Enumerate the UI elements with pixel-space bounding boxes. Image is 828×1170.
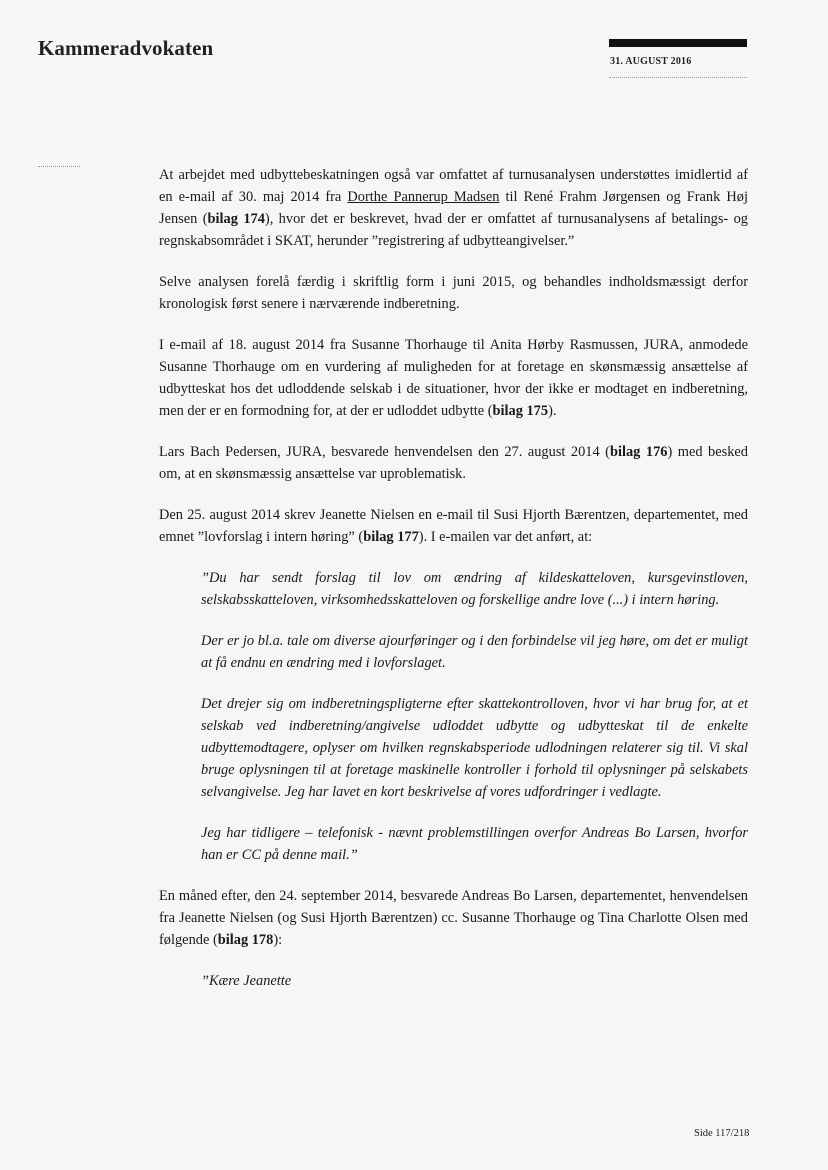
text-run: ).: [548, 403, 557, 419]
header-bar: [609, 39, 747, 47]
text-run: Den 25. august 2014 skrev Jeanette Nielsen en e-mail til Susi Hjorth Bærentzen, departementet, med emnet ”lovforslag i intern høring” (: [159, 507, 748, 545]
text-run: ), hvor det er beskrevet, hvad der er omfattet af turnusanalysens af betalings- og regnskabsområdet i SKAT, herunder ”registrering af udbytteangivelser.”: [159, 211, 748, 249]
document-date: 31. AUGUST 2016: [610, 56, 692, 67]
bilag-reference: bilag 174: [207, 211, 265, 227]
logo: Kammeradvokaten: [38, 36, 214, 60]
bilag-reference: bilag 176: [609, 444, 668, 460]
body-paragraph: [159, 334, 748, 422]
bilag-reference: bilag 178: [217, 932, 274, 948]
text-run: ). I e-mailen var det anført, at:: [418, 529, 593, 545]
body-paragraph: [159, 441, 748, 485]
body-paragraph: [159, 504, 748, 548]
text-run: At arbejdet med udbyttebeskatningen også var omfattet af turnusanalysen understøttes imidlertid af en e-mail af 30. maj 2014 fra: [159, 167, 748, 205]
text-run: I e-mail af 18. august 2014 fra Susanne Thorhauge til Anita Hørby Rasmussen, JURA, anmodede Susanne Thorhauge om en vurdering af muligheden for at foretage en skønsmæssig ansættelse af udbytteskat hos det udloddende selskab i de situationer, hvor der ikke er modtaget en indberetning, men der er en formodning for, at der er udloddet udbytte (: [159, 337, 748, 419]
margin-divider: [38, 166, 80, 167]
text-run: til René Frahm Jørgensen og Frank Høj Jensen (: [159, 189, 748, 227]
document-body: [159, 164, 748, 1011]
text-run: ) med besked om, at en skønsmæssig ansættelse var uproblematisk.: [159, 444, 748, 482]
page-number: Side 117/218: [694, 1128, 750, 1139]
underlined-name: Dorthe Pannerup Madsen: [347, 189, 500, 205]
text-run: Lars Bach Pedersen, JURA, besvarede henvendelsen den 27. august 2014 (: [159, 444, 610, 460]
body-paragraph: [159, 271, 748, 315]
text-run: Der er jo bl.a. tale om diverse ajourføringer og i den forbindelse vil jeg høre, om det er muligt at få endnu en ændring med i lovforslaget.: [201, 633, 748, 671]
header-divider: [609, 77, 747, 78]
text-run: ”Du har sendt forslag til lov om ændring af kildeskatteloven, kursgevinstloven, selskabsskatteloven, virksomhedsskatteloven og forskellige andre love (...) i intern høring.: [201, 570, 748, 608]
text-run: Selve analysen forelå færdig i skriftlig form i juni 2015, og behandles indholdsmæssigt derfor kronologisk først senere i nærværende indberetning.: [159, 274, 748, 312]
text-run: ):: [273, 932, 283, 948]
quote-paragraph: [201, 970, 748, 992]
body-paragraph: [159, 885, 748, 951]
quote-paragraph: [201, 567, 748, 611]
bilag-reference: bilag 175: [492, 403, 549, 419]
quote-paragraph: [201, 630, 748, 674]
text-run: ”Kære Jeanette: [201, 973, 292, 989]
text-run: En måned efter, den 24. september 2014, besvarede Andreas Bo Larsen, departementet, henvendelsen fra Jeanette Nielsen (og Susi Hjorth Bærentzen) cc. Susanne Thorhauge og Tina Charlotte Olsen med følgende (: [159, 888, 748, 948]
bilag-reference: bilag 177: [363, 529, 419, 545]
body-paragraph: [159, 164, 748, 252]
text-run: Det drejer sig om indberetningspligterne efter skattekontrolloven, hvor vi har brug for, at et selskab ved indberetning/angivelse udloddet udbytte og udbytteskat til de enkelte udbyttemodtagere, oplyser om hvilken regnskabsperiode udlodningen relaterer sig til. Vi skal bruge oplysningen til at foretage maskinelle kontroller i forhold til oplysninger på selskabets selvangivelse. Jeg har lavet en kort beskrivelse af vores udfordringer i vedlagte.: [201, 696, 748, 800]
text-run: Jeg har tidligere – telefonisk - nævnt problemstillingen overfor Andreas Bo Larsen, hvorfor han er CC på denne mail.”: [201, 825, 748, 863]
quote-paragraph: [201, 693, 748, 803]
quote-paragraph: [201, 822, 748, 866]
